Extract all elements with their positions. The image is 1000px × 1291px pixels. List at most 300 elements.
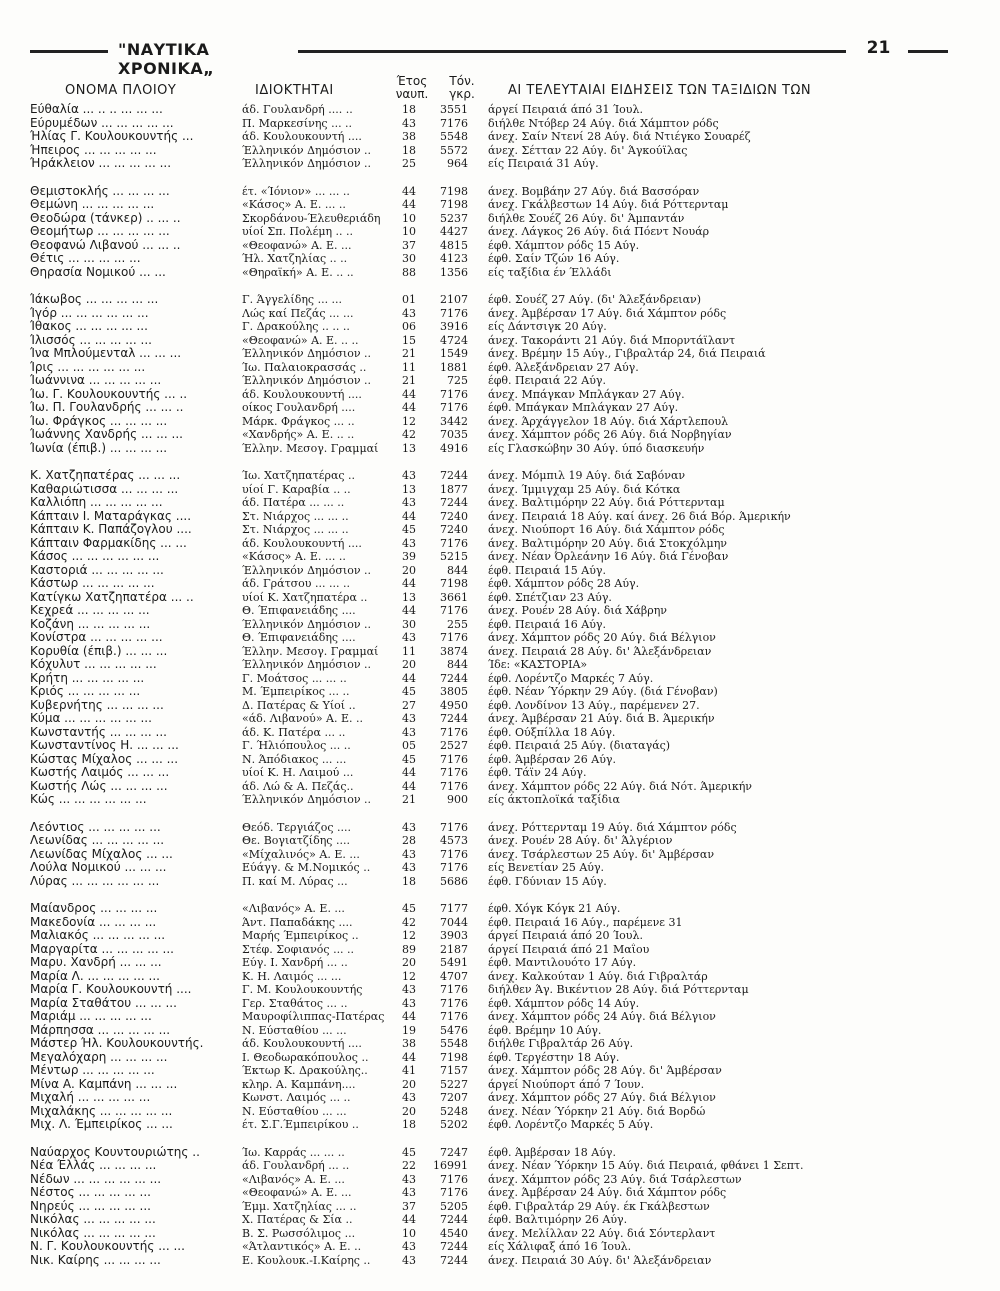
gross-tons: 7176 [440, 631, 468, 644]
ship-row [30, 1078, 970, 1092]
gross-tons: 4123 [440, 252, 468, 265]
ship-row [30, 415, 970, 429]
ship-owner: άδ. Κουλουκουντή .... [242, 1037, 362, 1050]
ship-row [30, 1254, 970, 1268]
latest-news: είς Πειραιά 31 Αύγ. [488, 157, 599, 170]
ship-name: Μεγαλόχαρη ... ... ... ... [30, 1050, 168, 1064]
ship-owner: Έλληνικόν Δημόσιον .. [242, 374, 372, 387]
latest-news: άνεχ. Ρουέν 28 Αύγ. δι' Άλγέριον [488, 834, 673, 847]
latest-news: άνεχ. Ρουέν 28 Αύγ. διά Χάβρην [488, 604, 667, 617]
ship-owner: Γ. Ήλιόπουλος ... .. [242, 739, 351, 752]
gross-tons: 4427 [440, 225, 468, 238]
year-built: 43 [402, 712, 416, 725]
ship-name: Θεμώνη ... ... ... ... ... [30, 198, 155, 211]
latest-news: είς Χάλιφαξ άπό 16 Ίουλ. [488, 1240, 632, 1253]
ship-name: Ίωάννης Χανδρής ... ... ... [30, 428, 183, 441]
ship-row [30, 1064, 970, 1078]
year-built: 38 [402, 1037, 416, 1050]
ship-name: Νηρεύς ... ... ... ... ... [30, 1199, 151, 1213]
ship-name: Νικ. Καίρης ... ... ... ... [30, 1253, 161, 1267]
ship-owner: «Θεοφανώ» Α. Ε. ... [242, 1186, 352, 1199]
ship-owner: «Άτλαντικός» Α. Ε. .. [242, 1240, 362, 1253]
year-built: 44 [402, 509, 416, 523]
year-built: 12 [402, 414, 416, 428]
ship-row [30, 1037, 970, 1051]
ship-owner: «Θεοφανώ» Α. Ε. ... [242, 238, 352, 252]
year-built: 44 [402, 779, 416, 793]
year-built: 13 [402, 482, 416, 496]
year-built: 43 [402, 847, 416, 861]
ship-row [30, 618, 970, 632]
ship-owner: υίοί Γ. Καραβία .. .. [242, 482, 351, 496]
ship-name: Κεχρεά ... ... ... ... ... [30, 604, 150, 617]
year-built: 44 [402, 1213, 416, 1226]
latest-news: άνεχ. Βαλτιμόρην 22 Αύγ. διά Ρόττερνταμ [488, 496, 725, 509]
ship-owner: Ν. Εύσταθίου ... ... [242, 1104, 347, 1118]
ship-name: Νικόλας ... ... ... ... ... [30, 1213, 156, 1226]
ship-name: Κάπταιν Ι. Ματαράγκας .... [30, 509, 192, 523]
year-built: 28 [402, 834, 416, 847]
gross-tons: 4950 [440, 698, 468, 712]
ship-name: Ίάκωβος ... ... ... ... ... [30, 293, 159, 306]
gross-tons: 900 [447, 793, 468, 806]
latest-news: άργεί Νιούπορτ άπό 7 Ίουν. [488, 1077, 645, 1091]
ship-owner: Θε. Βογιατζίδης .... [242, 834, 350, 847]
gross-tons: 16991 [433, 1159, 468, 1172]
gross-tons: 7176 [440, 1172, 468, 1186]
gross-tons: 3442 [440, 414, 468, 428]
ship-name: Κωνσταντής ... ... ... ... [30, 725, 167, 739]
latest-news: άργεί Πειραιά άπό 20 Ίουλ. [488, 929, 643, 942]
latest-news: άνεχ. Νέαν Όρλεάνην 16 Αύγ. διά Γένοβαν [488, 550, 729, 563]
latest-news: είς Δάντσιγκ 20 Αύγ. [488, 320, 607, 333]
year-built: 42 [402, 428, 416, 441]
ship-owner: Β. Σ. Ρωσσόλιμος ... [242, 1226, 356, 1240]
year-built: 27 [402, 698, 416, 712]
year-built: 21 [402, 374, 416, 387]
ship-name: Θηρασία Νομικού ... ... [30, 265, 166, 279]
ship-name: Μαρυ. Χανδρή ... ... ... [30, 956, 162, 969]
year-built: 21 [402, 347, 416, 360]
ship-owner: «Κάσος» Α. Ε. ... .. [242, 198, 346, 211]
magazine-title: "ΝΑΥΤΙΚΑ ΧΡΟΝΙΚΑ„ [118, 40, 215, 78]
ship-owner: υίοί Σπ. Πολέμη .. .. [242, 225, 354, 238]
ship-name: Ίρις ... ... ... ... ... ... [30, 360, 146, 374]
ship-row [30, 496, 970, 510]
ship-row [30, 266, 970, 280]
ship-row [30, 604, 970, 618]
ship-row [30, 793, 970, 807]
ship-owner: «Μίχαλινός» Α. Ε. ... [242, 847, 360, 861]
latest-news: έφθ. Λονδίνον 13 Αύγ., παρέμενεν 27. [488, 698, 700, 712]
ship-owner: Ίω. Χατζηπατέρας .. [242, 469, 356, 482]
gross-tons: 7176 [440, 306, 468, 320]
latest-news: άνεχ. Ίμμιγχαμ 25 Αύγ. διά Κότκα [488, 482, 681, 496]
ship-owner: Έλλην. Μεσογ. Γραμμαί [242, 441, 379, 455]
ship-row [30, 442, 970, 456]
ship-name: Μιχαλή ... ... ... ... ... [30, 1091, 151, 1104]
ship-name: Μιχ. Λ. Έμπειρίκος ... ... [30, 1118, 173, 1131]
ship-owner: «Χανδρής» Α. Ε. .. .. [242, 428, 355, 441]
ship-name: Κονίστρα ... ... ... ... ... [30, 631, 163, 644]
latest-news: έφθ. Πειραιά 16 Αύγ., παρέμενε 31 [488, 915, 683, 929]
year-built: 89 [402, 942, 416, 956]
column-header-gross-tons [438, 75, 486, 101]
gross-tons: 7244 [440, 1213, 468, 1226]
latest-news: άνεχ. Γκάλβεστων 14 Αύγ. διά Ρόττερνταμ [488, 198, 729, 211]
ship-name: Κορυθία (έπιβ.) ... ... ... [30, 644, 168, 658]
year-built: 45 [402, 685, 416, 698]
gross-tons: 7244 [440, 712, 468, 725]
gross-tons: 5215 [440, 550, 468, 563]
gross-tons: 7176 [440, 401, 468, 414]
latest-news: άνεχ. Ρόττερνταμ 19 Αύγ. διά Χάμπτον ρόδς [488, 820, 737, 834]
column-header-tons-line2: γκρ. [449, 87, 475, 101]
ship-name: Ήλίας Γ. Κουλουκουντής ... [30, 130, 194, 143]
latest-news: έφθ. Μπάγκαν Μπλάγκαν 27 Αύγ. [488, 401, 679, 414]
ship-name: Ν. Γ. Κουλουκουντής ... ... [30, 1240, 185, 1253]
latest-news: διήλθε Γιβραλτάρ 26 Αύγ. [488, 1037, 634, 1050]
ship-name: Μακεδονία ... ... ... ... [30, 915, 157, 929]
ship-owner: Χ. Πατέρας & Σία .. [242, 1213, 353, 1226]
ship-name: Κώς ... ... ... ... ... ... [30, 793, 147, 806]
ship-owner: Έλληνικόν Δημόσιον .. [242, 563, 372, 577]
ship-owner: Έλληνικόν Δημόσιον .. [242, 793, 372, 806]
gross-tons: 7176 [440, 536, 468, 550]
ship-name: Κυβερνήτης ... ... ... ... [30, 698, 164, 712]
year-built: 44 [402, 387, 416, 401]
year-built: 43 [402, 1091, 416, 1104]
gross-tons: 4815 [440, 238, 468, 252]
gross-tons: 2187 [440, 942, 468, 956]
ship-name: Λεωνίδας ... ... ... ... ... [30, 834, 165, 847]
latest-news: άνεχ. Χάμπτον ρόδς 20 Αύγ. διά Βέλγιον [488, 631, 716, 644]
ship-row [30, 739, 970, 753]
latest-news: άνεχ. Λάγκος 26 Αύγ. διά Πόεντ Νουάρ [488, 225, 710, 238]
ship-owner: υίοί Κ. Χατζηπατέρα .. [242, 590, 368, 604]
year-built: 10 [402, 225, 416, 238]
year-built: 43 [402, 536, 416, 550]
latest-news: άνεχ. Άμβέρσαν 24 Αύγ. διά Χάμπτον ρόδς [488, 1186, 727, 1199]
ship-name: Λούλα Νομικού ... ... ... [30, 861, 167, 874]
ship-row [30, 726, 970, 740]
ship-name: Μαριάμ ... ... ... ... ... [30, 1010, 152, 1023]
gross-tons: 7176 [440, 983, 468, 996]
gross-tons: 5548 [440, 130, 468, 143]
year-built: 44 [402, 198, 416, 211]
year-built: 13 [402, 590, 416, 604]
latest-news: άνεχ. Χάμπτον ρόδς 28 Αύγ. δι' Άμβέρσαν [488, 1064, 722, 1077]
gross-tons: 5572 [440, 143, 468, 157]
year-built: 06 [402, 320, 416, 333]
ship-name: Μαρία Γ. Κουλουκουντή .... [30, 983, 192, 996]
ship-name: Κάσος ... ... ... ... ... ... [30, 550, 160, 563]
ship-owner: «Κάσος» Α. Ε. ... .. [242, 550, 346, 563]
ship-name: Κύμα ... ... ... ... ... ... [30, 712, 152, 725]
latest-news: άνεχ. Χάμπτον ρόδς 24 Αύγ. διά Βέλγιον [488, 1010, 716, 1023]
ship-owner: Έλληνικόν Δημόσιον .. [242, 347, 372, 360]
ship-row [30, 1213, 970, 1227]
latest-news: άνεχ. Βομβάην 27 Αύγ. διά Βασσόραν [488, 184, 700, 198]
ship-name: Κώστας Μίχαλος ... ... ... [30, 752, 179, 766]
year-built: 44 [402, 1010, 416, 1023]
year-built: 45 [402, 1145, 416, 1159]
year-built: 20 [402, 658, 416, 671]
ship-owner: Ι. Θεοδωρακόπουλος .. [242, 1050, 369, 1064]
latest-news: άνεχ. Άμβέρσαν 21 Αύγ. διά Β. Άμερικήν [488, 712, 715, 725]
year-built: 45 [402, 523, 416, 536]
header-rule-right [908, 50, 948, 53]
ship-row [30, 902, 970, 916]
ship-name: Ίω. Π. Γουλανδρής ... ... .. [30, 401, 184, 414]
latest-news: άνεχ. Νέαν Ύόρκην 15 Αύγ. διά Πειραιά, φθάνει 1 Σεπτ. [488, 1159, 804, 1172]
year-built: 43 [402, 725, 416, 739]
ship-row [30, 334, 970, 348]
latest-news: άνεχ. Χάμπτον ρόδς 23 Αύγ. διά Τσάρλεστων [488, 1172, 742, 1186]
latest-news: άνεχ. Βαλτιμόρην 20 Αύγ. διά Στοκχόλμην [488, 536, 727, 550]
gross-tons: 3916 [440, 320, 468, 333]
ship-row [30, 537, 970, 551]
ship-row [30, 970, 970, 984]
year-built: 38 [402, 130, 416, 143]
ship-owner: Άντ. Παπαδάκης .... [242, 915, 353, 929]
ship-name: Καλλιόπη ... ... ... ... ... [30, 496, 163, 509]
ship-name: Κάπταιν Κ. Παπάζογλου .... [30, 523, 192, 536]
ship-row [30, 252, 970, 266]
ship-owner: άδ. Κουλουκουντή .... [242, 387, 362, 401]
ship-name: Μέντωρ ... ... ... ... ... [30, 1064, 155, 1077]
ship-row [30, 1118, 970, 1132]
year-built: 01 [402, 293, 416, 306]
ship-row [30, 374, 970, 388]
ship-row [30, 320, 970, 334]
ship-owner: Έμμ. Χατζηλίας ... .. [242, 1199, 357, 1213]
gross-tons: 1356 [440, 265, 468, 279]
ship-owner: Στέφ. Σοφιανός ... .. [242, 942, 355, 956]
latest-news: είς Γλασκώβην 30 Αύγ. ύπό διασκευήν [488, 441, 705, 455]
ship-row [30, 1200, 970, 1214]
ship-name: Μάστερ Ήλ. Κουλουκουντής. [30, 1037, 204, 1050]
latest-news: άνεχ. Χάμπτον ρόδς 26 Αύγ. διά Νορβηγίαν [488, 428, 732, 441]
ship-owner: Θ. Έπιφανειάδης .... [242, 604, 356, 617]
gross-tons: 2107 [440, 293, 468, 306]
ship-row [30, 848, 970, 862]
year-built: 18 [402, 103, 416, 116]
year-built: 18 [402, 143, 416, 157]
latest-news: έφθ. Πειραιά 16 Αύγ. [488, 617, 606, 631]
ship-name: Ίωνία (έπιβ.) ... ... ... ... [30, 441, 168, 455]
ship-name: Εύθαλία ... .. .. ... ... ... [30, 103, 163, 116]
ship-owner: Γ. Δρακούλης .. .. .. [242, 320, 350, 333]
ship-name: Νέα Έλλάς ... ... ... ... [30, 1159, 157, 1172]
latest-news: άνεχ. Πειραιά 18 Αύγ. καί άνεχ. 26 διά Βόρ. Άμερικήν [488, 509, 791, 523]
ship-owner: Κωνστ. Λαιμός ... .. [242, 1091, 351, 1104]
ship-name: Λύρας ... ... ... ... ... ... [30, 874, 160, 888]
year-built: 42 [402, 915, 416, 929]
year-built: 30 [402, 252, 416, 265]
ship-row [30, 212, 970, 226]
ship-row [30, 103, 970, 117]
ship-name: Μαίανδρος ... ... ... ... [30, 902, 158, 915]
ship-owner: Μάρκ. Φράγκος ... .. [242, 414, 355, 428]
ship-name: Θεομήτωρ ... ... ... ... ... [30, 225, 170, 238]
latest-news: έφθ. Λορέντζο Μαρκές 7 Αύγ. [488, 671, 654, 685]
ship-name: Κ. Χατζηπατέρας ... ... ... [30, 469, 181, 482]
latest-news: άνεχ. Νέαν Ύόρκην 21 Αύγ. διά Βορδώ [488, 1104, 706, 1118]
ship-group [30, 469, 970, 807]
ship-row [30, 239, 970, 253]
year-built: 45 [402, 902, 416, 915]
ship-row [30, 766, 970, 780]
ship-owner: Κ. Η. Λαιμός ... ... [242, 969, 342, 983]
ship-row [30, 361, 970, 375]
gross-tons: 7176 [440, 779, 468, 793]
ship-owner: Θ. Έπιφανειάδης .... [242, 631, 356, 644]
ship-owner: άδ. Λώ & Α. Πεζάς.. [242, 779, 354, 793]
ship-owner: Π. Μαρκεσίνης ... .. [242, 116, 353, 130]
ship-owner: Σκορδάνου-Έλευθεριάδη [242, 211, 381, 225]
gross-tons: 7240 [440, 509, 468, 523]
gross-tons: 4540 [440, 1226, 468, 1240]
column-header-latest-news: ΑΙ ΤΕΛΕΥΤΑΙΑΙ ΕΙΔΗΣΕΙΣ ΤΩΝ ΤΑΞΙΔΙΩΝ ΤΩΝ [508, 83, 812, 98]
gross-tons: 2527 [440, 739, 468, 752]
ship-owner: Π. καί Μ. Λύρας ... [242, 874, 348, 888]
year-built: 41 [402, 1064, 416, 1077]
gross-tons: 7176 [440, 604, 468, 617]
latest-news: έφθ. Βρέμην 10 Αύγ. [488, 1023, 602, 1037]
ship-row [30, 916, 970, 930]
ship-owner: Ίω. Παλαιοκρασσάς .. [242, 360, 367, 374]
latest-news: άργεί Πειραιά άπό 21 Μαΐου [488, 942, 650, 956]
gross-tons: 7207 [440, 1091, 468, 1104]
ship-name: Κωστής Λαιμός ... ... ... [30, 766, 170, 779]
ship-name: Κάπταιν Φαρμακίδης ... ... [30, 536, 187, 550]
ship-owner: Μαυροφίλιππας-Πατέρας [242, 1010, 385, 1023]
gross-tons: 5227 [440, 1077, 468, 1091]
year-built: 11 [402, 644, 416, 658]
column-header-year-line1: Έτος [396, 74, 428, 88]
ship-owner: Εύάγγ. & Μ.Νομικός .. [242, 861, 371, 874]
latest-news: Ίδε: «ΚΑΣΤΟΡΙΑ» [488, 658, 588, 671]
gross-tons: 964 [447, 157, 468, 170]
ship-row [30, 144, 970, 158]
ship-name: Καθαριώτισσα ... ... ... ... [30, 482, 179, 496]
ship-register [30, 103, 970, 1281]
ship-row [30, 198, 970, 212]
year-built: 44 [402, 671, 416, 685]
year-built: 43 [402, 1253, 416, 1267]
latest-news: είς Βενετίαν 25 Αύγ. [488, 861, 605, 874]
gross-tons: 3903 [440, 929, 468, 942]
ship-owner: υίοί Κ. Η. Λαιμού ... [242, 766, 354, 779]
ship-name: Ήράκλειον ... ... ... ... ... [30, 157, 172, 170]
gross-tons: 5548 [440, 1037, 468, 1050]
ship-name: Ίνα Μπλούμενταλ ... ... ... [30, 347, 182, 360]
latest-news: άνεχ. Νιούπορτ 16 Αύγ. διά Χάμπτον ρόδς [488, 523, 725, 536]
latest-news: άνεχ. Πειραιά 28 Αύγ. δι' Άλεξάνδρειαν [488, 644, 712, 658]
column-header-ship-name: ΟΝΟΜΑ ΠΛΟΙΟΥ [65, 83, 177, 98]
ship-owner: Ν. Εύσταθίου ... ... [242, 1023, 347, 1037]
year-built: 18 [402, 1118, 416, 1131]
gross-tons: 4724 [440, 333, 468, 347]
ship-owner: άδ. Κ. Πατέρα ... .. [242, 725, 346, 739]
year-built: 44 [402, 184, 416, 198]
ship-name: Νέστος ... ... ... ... ... [30, 1186, 151, 1199]
ship-name: Θέτις ... ... ... ... ... [30, 252, 141, 265]
year-built: 25 [402, 157, 416, 170]
ship-owner: Ήλ. Χατζηλίας .. .. [242, 252, 348, 265]
ship-name: Θεοδώρα (τάνκερ) .. ... .. [30, 211, 181, 225]
year-built: 44 [402, 604, 416, 617]
ship-owner: κληρ. Α. Καμπάνη.... [242, 1077, 356, 1091]
year-built: 37 [402, 1199, 416, 1213]
year-built: 43 [402, 861, 416, 874]
gross-tons: 1881 [440, 360, 468, 374]
ship-name: Μαρία Σταθάτου ... ... ... [30, 996, 177, 1010]
gross-tons: 7198 [440, 184, 468, 198]
year-built: 10 [402, 1226, 416, 1240]
year-built: 44 [402, 766, 416, 779]
year-built: 10 [402, 211, 416, 225]
year-built: 30 [402, 617, 416, 631]
ship-row [30, 1240, 970, 1254]
ship-name: Μαλιακός ... ... ... ... ... [30, 929, 166, 942]
ship-row [30, 821, 970, 835]
latest-news: έφθ. Νέαν Ύόρκην 29 Αύγ. (διά Γένοβαν) [488, 685, 718, 698]
latest-news: έφθ. Άμβέρσαν 18 Αύγ. [488, 1145, 616, 1159]
year-built: 43 [402, 1172, 416, 1186]
ship-owner: άδ. Πατέρα ... ... .. [242, 496, 345, 509]
ship-owner: Έλληνικόν Δημόσιον .. [242, 617, 372, 631]
ship-owner: Μαρής Έμπειρίκος .. [242, 929, 359, 942]
ship-owner: Έλληνικόν Δημόσιον .. [242, 658, 372, 671]
ship-name: Κατίγκω Χατζηπατέρα ... .. [30, 590, 194, 604]
gross-tons: 7244 [440, 1240, 468, 1253]
gross-tons: 7176 [440, 847, 468, 861]
latest-news: διήλθεν Άγ. Βικέντιον 28 Αύγ. διά Ρόττερνταμ [488, 983, 749, 996]
latest-news: έφθ. Άμβέρσαν 26 Αύγ. [488, 752, 616, 766]
gross-tons: 7176 [440, 1186, 468, 1199]
gross-tons: 7176 [440, 116, 468, 130]
gross-tons: 725 [447, 374, 468, 387]
ship-row [30, 1051, 970, 1065]
year-built: 20 [402, 1077, 416, 1091]
ship-row [30, 307, 970, 321]
latest-news: έφθ. Χάμπτον ρόδς 15 Αύγ. [488, 238, 640, 252]
gross-tons: 7198 [440, 1050, 468, 1064]
ship-row [30, 293, 970, 307]
ship-row [30, 861, 970, 875]
year-built: 45 [402, 752, 416, 766]
latest-news: έφθ. Σαίν Τζών 16 Αύγ. [488, 252, 620, 265]
gross-tons: 3551 [440, 103, 468, 116]
ship-owner: Έλληνικόν Δημόσιον .. [242, 143, 372, 157]
latest-news: άνεχ. Χάμπτον ρόδς 27 Αύγ. διά Βέλγιον [488, 1091, 716, 1104]
gross-tons: 7244 [440, 671, 468, 685]
ship-row [30, 1159, 970, 1173]
ship-name: Ίλισσός ... ... ... ... ... [30, 333, 152, 347]
ship-name: Μιχαλάκης ... ... ... ... ... [30, 1104, 173, 1118]
year-built: 18 [402, 874, 416, 888]
ship-name: Κάστωρ ... ... ... ... ... [30, 577, 155, 590]
ship-row [30, 510, 970, 524]
ship-owner: Γ. Μ. Κουλουκουντής [242, 983, 363, 996]
ship-owner: Λώς καί Πεζάς ... ... [242, 306, 354, 320]
gross-tons: 7176 [440, 996, 468, 1010]
ship-name: Εύρυμέδων ... ... ... ... ... [30, 116, 174, 130]
ship-name: Ίωάννινα ... ... ... ... ... [30, 374, 162, 387]
latest-news: είς ταξίδια έν Έλλάδι [488, 265, 612, 279]
